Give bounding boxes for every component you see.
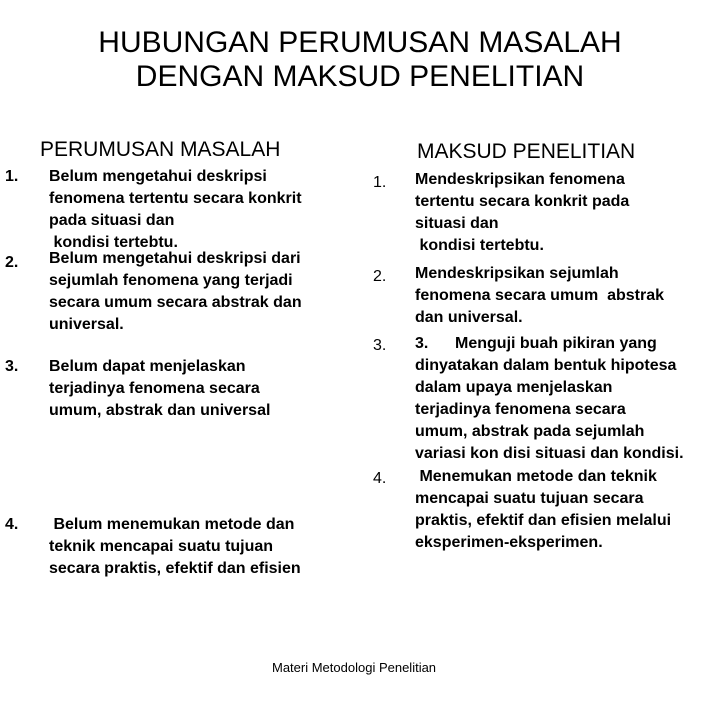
right-item-3-line: dalam upaya menjelaskan [415, 379, 613, 396]
left-item-2-line: secara umum secara abstrak dan [49, 294, 302, 311]
right-item-3-line: 3. Menguji buah pikiran yang [415, 335, 657, 352]
left-item-4-line: secara praktis, efektif dan efisien [49, 560, 301, 577]
right-item-number-3: 3. [373, 337, 387, 354]
left-item-4-line: Belum menemukan metode dan [49, 516, 295, 533]
right-item-2-line: Mendeskripsikan sejumlah [415, 265, 619, 282]
right-item-number-1: 1. [373, 174, 387, 191]
footer-caption: Materi Metodologi Penelitian [272, 660, 437, 675]
right-item-number-2: 2. [373, 268, 387, 285]
right-item-3-line: umum, abstrak pada sejumlah [415, 423, 645, 440]
right-item-1-line: Mendeskripsikan fenomena [415, 171, 625, 188]
title-line-2: DENGAN MAKSUD PENELITIAN [135, 60, 585, 93]
right-item-1-line: tertentu secara konkrit pada [415, 193, 630, 210]
right-item-2-line: fenomena secara umum abstrak [415, 287, 664, 304]
left-column-heading: PERUMUSAN MASALAH [40, 138, 281, 161]
right-item-2-line: dan universal. [415, 309, 523, 326]
left-item-3-line: umum, abstrak dan universal [49, 402, 271, 419]
title-line-1: HUBUNGAN PERUMUSAN MASALAH [98, 26, 622, 59]
left-item-text-1 [49, 166, 302, 254]
right-item-text-4 [415, 466, 671, 554]
left-item-3-line: Belum dapat menjelaskan [49, 358, 246, 375]
left-item-number-3: 3. [5, 358, 19, 375]
left-item-number-1: 1. [5, 168, 19, 185]
right-item-4-line: mencapai suatu tujuan secara [415, 490, 644, 507]
left-item-number-4: 4. [5, 516, 19, 533]
left-item-1-line: fenomena tertentu secara konkrit [49, 190, 302, 207]
right-column-heading: MAKSUD PENELITIAN [417, 140, 636, 163]
right-item-1-line: kondisi tertebtu. [415, 237, 544, 254]
left-item-text-2 [49, 248, 302, 336]
left-item-2-line: Belum mengetahui deskripsi dari [49, 250, 301, 267]
right-item-text-1 [415, 169, 629, 257]
left-item-3-line: terjadinya fenomena secara [49, 380, 260, 397]
left-item-1-line: kondisi tertebtu. [49, 234, 178, 251]
right-item-1-line: situasi dan [415, 215, 499, 232]
right-item-text-3 [415, 333, 684, 465]
left-item-2-line: sejumlah fenomena yang terjadi [49, 272, 293, 289]
left-item-4-line: teknik mencapai suatu tujuan [49, 538, 274, 555]
right-item-4-line: Menemukan metode dan teknik [415, 468, 657, 485]
left-item-text-3 [49, 356, 270, 422]
right-item-number-4: 4. [373, 470, 387, 487]
right-item-4-line: praktis, efektif dan efisien melalui [415, 512, 672, 529]
left-item-text-4 [49, 514, 301, 580]
left-item-1-line: Belum mengetahui deskripsi [49, 168, 267, 185]
left-item-2-line: universal. [49, 316, 124, 333]
slide-title [0, 26, 720, 94]
right-item-4-line: eksperimen-eksperimen. [415, 534, 603, 551]
right-item-3-line: dinyatakan dalam bentuk hipotesa [415, 357, 677, 374]
right-item-3-line: variasi kon disi situasi dan kondisi. [415, 445, 684, 462]
left-item-1-line: pada situasi dan [49, 212, 175, 229]
right-item-3-line: terjadinya fenomena secara [415, 401, 626, 418]
right-item-text-2 [415, 263, 664, 329]
left-item-number-2: 2. [5, 254, 19, 271]
